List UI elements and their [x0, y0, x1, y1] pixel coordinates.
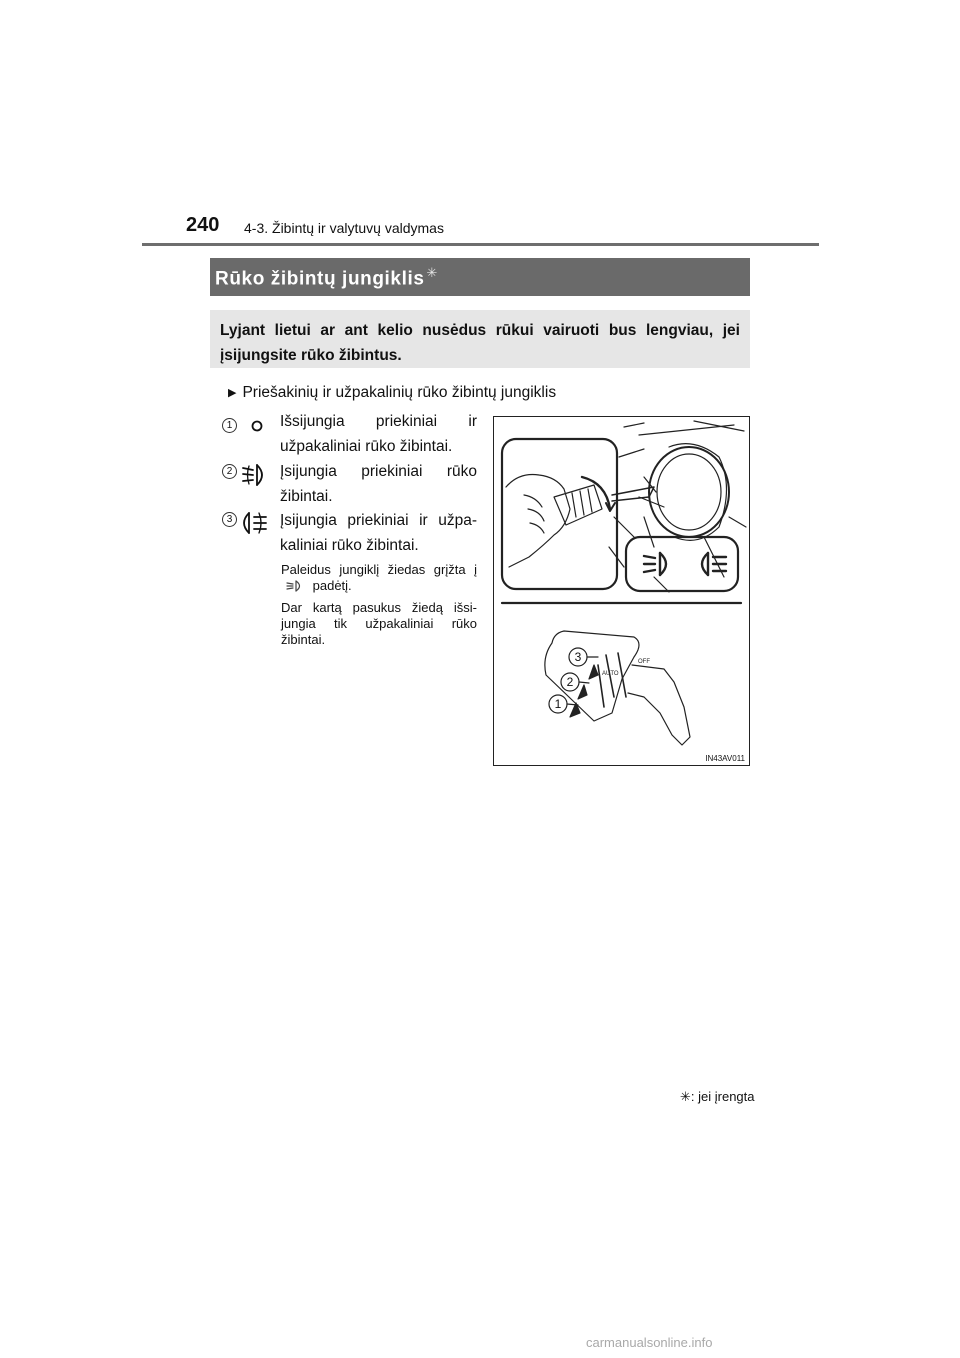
off-position-circle-icon: [250, 419, 264, 433]
item-number-3: 3: [222, 512, 237, 527]
fog-switch-illustration: [493, 416, 750, 766]
header-rule: [142, 243, 819, 246]
item-text-1: Išsijungia priekiniai ir užpakaliniai rūko žibintai.: [280, 413, 477, 455]
footnote: [680, 1089, 755, 1105]
intro-text: Lyjant lietui ar ant kelio nusėdus rūkui vairuoti bus lengviau, jei įsijungsite rūko žibintus.: [220, 322, 740, 364]
callout-3: 3: [574, 650, 582, 664]
item-number-2: 2: [222, 464, 237, 479]
front-fog-light-icon: [284, 579, 306, 593]
footnote-text: : jei įrengta: [690, 1089, 755, 1104]
page-number: 240: [186, 214, 220, 236]
page-title-text: Rūko žibintų jungiklis: [215, 268, 425, 290]
item-text-2: Įsijungia priekiniai rūko žibintai.: [280, 463, 477, 505]
item-text-3: Įsijungia priekiniai ir užpa-kaliniai rūko žibintai.: [280, 512, 477, 554]
footnote-star-icon: ✳: [680, 1089, 691, 1104]
note-1-end: padėtį.: [312, 578, 352, 593]
front-rear-fog-light-icon: [240, 509, 270, 537]
item-number-1: 1: [222, 418, 237, 433]
front-fog-light-icon: [240, 461, 270, 489]
watermark: carmanualsonline.info: [586, 1335, 713, 1350]
section-reference: 4-3. Žibintų ir valytuvų valdymas: [244, 220, 444, 236]
bullet-text: Priešakinių ir užpakalinių rūko žibintų jungiklis: [242, 384, 557, 401]
stalk-label-auto: AUTO: [602, 671, 619, 677]
bullet-heading: [228, 384, 556, 402]
note-turn-again: Dar kartą pasukus žiedą išsi-jungia tik užpakaliniai rūko žibintai.: [281, 600, 477, 647]
triangle-bullet-icon: ▶: [228, 387, 237, 399]
page-title: [215, 265, 438, 290]
figure-code: IN43AV011: [705, 754, 745, 763]
note-1-start: Paleidus jungiklį žiedas grįžta į: [281, 562, 477, 577]
optional-equipment-star-icon: ✳: [426, 265, 439, 280]
callout-2: 2: [566, 675, 574, 689]
note-return-position: [281, 562, 477, 594]
callout-1: 1: [554, 697, 562, 711]
stalk-label-off: OFF: [638, 659, 650, 665]
illustration-drawing: [494, 417, 749, 765]
